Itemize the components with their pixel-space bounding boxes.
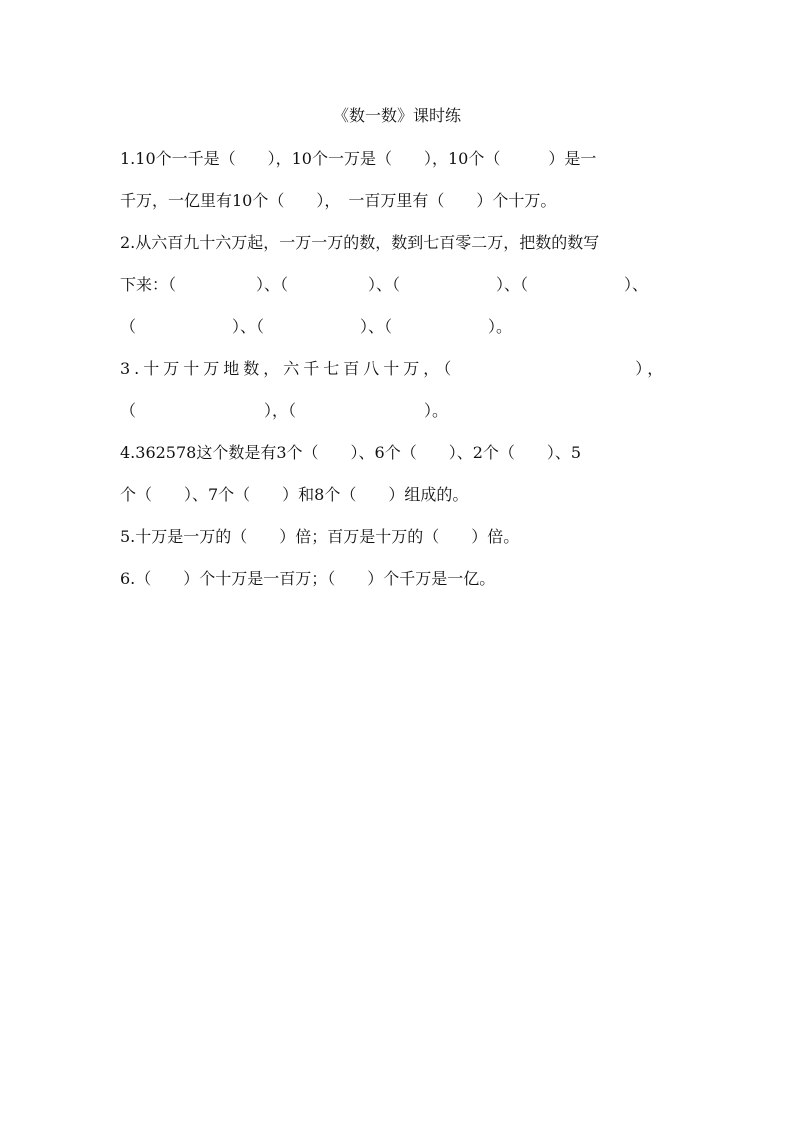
question-1-line-2: 千万，一亿里有10个（ ）， 一百万里有（ ）个十万。	[120, 191, 557, 210]
question-4-line-2: 个（ ）、7个（ ）和8个（ ）组成的。	[120, 485, 469, 504]
question-5-line: 5.十万是一万的（ ）倍；百万是十万的（ ）倍。	[120, 527, 520, 546]
question-1-line-1: 1.10个一千是（ ），10个一万是（ ），10个（ ）是一	[120, 149, 597, 168]
question-6-line: 6.（ ）个十万是一百万；（ ）个千万是一亿。	[120, 569, 496, 588]
question-2-line-1: 2.从六百九十六万起，一万一万的数，数到七百零二万，把数的数写	[120, 233, 600, 252]
question-3-line-1: 3.十万十万地数，六千七百八十万，（ ），	[120, 359, 668, 378]
question-4-line-1: 4.362578这个数是有3个（ ）、6个（ ）、2个（ ）、5	[120, 443, 582, 462]
question-2-line-2: 下来：（ ）、（ ）、（ ）、（ ）、	[120, 275, 649, 294]
question-3-line-2: （ ），（ ）。	[120, 401, 449, 420]
question-2-line-3: （ ）、（ ）、（ ）。	[120, 317, 513, 336]
page-title: 《数一数》课时练	[332, 106, 461, 125]
